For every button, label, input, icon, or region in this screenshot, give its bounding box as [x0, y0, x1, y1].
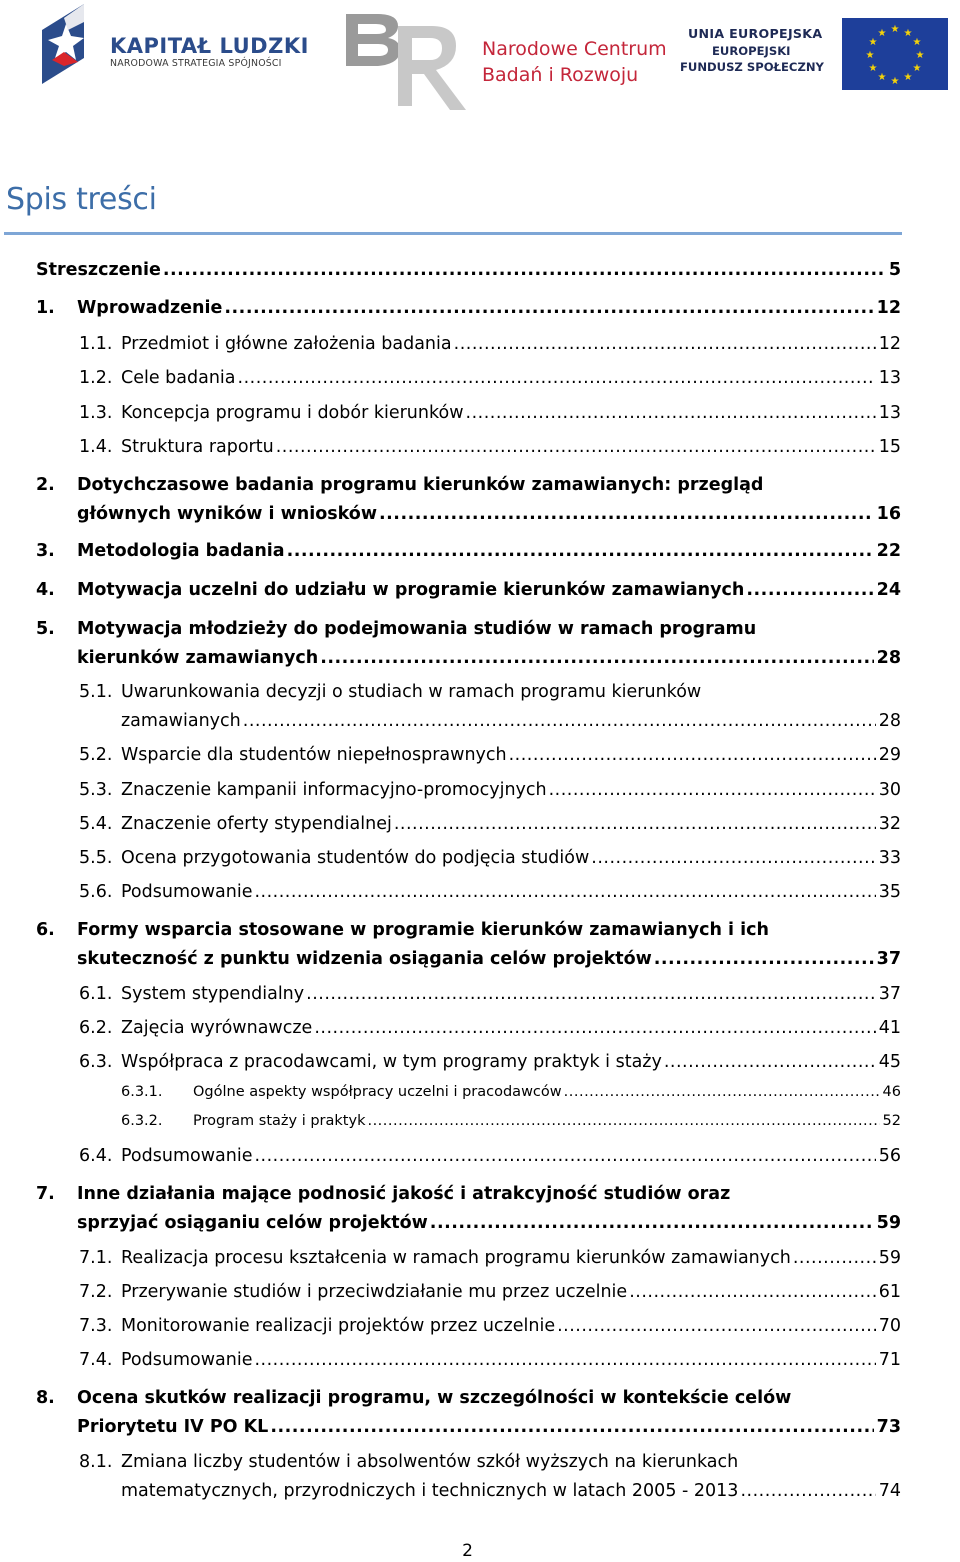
- toc-entry-title: Znaczenie kampanii informacyjno-promocyjnych: [121, 780, 547, 800]
- toc-entry-title: Realizacja procesu kształcenia w ramach programu kierunków zamawianych: [121, 1248, 791, 1268]
- toc-entry-number: 6.3.: [79, 1052, 113, 1072]
- toc-entry-page: 73: [876, 1417, 901, 1437]
- toc-heading-underline: [4, 232, 902, 235]
- toc-entry-title-first-line: Dotychczasowe badania programu kierunków zamawianych: przegląd: [77, 475, 764, 495]
- toc-leader-dots: [466, 403, 876, 423]
- toc-entry-page: 12: [876, 298, 901, 318]
- eu-logo-line2: EUROPEJSKI: [712, 44, 791, 58]
- toc-leader-dots: [367, 1113, 879, 1129]
- toc-leader-dots: [793, 1248, 876, 1268]
- eu-logo-line1: UNIA EUROPEJSKA: [688, 26, 823, 41]
- toc-entry-page: 59: [876, 1213, 901, 1233]
- toc-entry-title: Ogólne aspekty współpracy uczelni i pracodawców: [193, 1084, 562, 1100]
- toc-entry-page: 33: [878, 848, 901, 868]
- toc-leader-dots: [238, 368, 876, 388]
- toc-leader-dots: [306, 984, 876, 1004]
- toc-leader-dots: [557, 1316, 876, 1336]
- toc-entry-page: 61: [878, 1282, 901, 1302]
- toc-leader-dots: [509, 745, 876, 765]
- toc-entry-number: 1.: [36, 298, 55, 318]
- toc-entry-title: Wprowadzenie: [77, 298, 223, 318]
- toc-entry-number: 3.: [36, 541, 55, 561]
- toc-entry-number: 7.2.: [79, 1282, 113, 1302]
- toc-entry-title: Współpraca z pracodawcami, w tym programy praktyk i staży: [121, 1052, 662, 1072]
- toc-entry-title: kierunków zamawianych: [77, 648, 319, 668]
- toc-entry-title: Podsumowanie: [121, 1350, 253, 1370]
- toc-entry-title: Koncepcja programu i dobór kierunków: [121, 403, 464, 423]
- ncbr-logo: [338, 6, 667, 116]
- svg-text:★: ★: [877, 28, 887, 39]
- toc-entry-title: System stypendialny: [121, 984, 305, 1004]
- toc-entry-number: 8.1.: [79, 1452, 113, 1472]
- toc-entry-page: 5: [888, 260, 901, 280]
- toc-entry-title: Znaczenie oferty stypendialnej: [121, 814, 392, 834]
- toc-entry-number: 6.: [36, 920, 55, 940]
- toc-entry-page: 30: [878, 780, 901, 800]
- toc-entry-title: Zajęcia wyrównawcze: [121, 1018, 313, 1038]
- toc-entry-title: głównych wyników i wniosków: [77, 504, 377, 524]
- svg-text:★: ★: [877, 72, 887, 83]
- toc-leader-dots: [454, 334, 876, 354]
- svg-text:★: ★: [915, 50, 925, 61]
- toc-entry-page: 71: [878, 1350, 901, 1370]
- eu-efs-logo: [676, 12, 956, 92]
- toc-entry-title: Przedmiot i główne założenia badania: [121, 334, 452, 354]
- toc-leader-dots: [394, 814, 876, 834]
- toc-entry-title: Cele badania: [121, 368, 236, 388]
- toc-entry-title-first-line: Uwarunkowania decyzji o studiach w ramach programu kierunków: [121, 682, 702, 702]
- svg-text:★: ★: [868, 63, 878, 74]
- svg-text:★: ★: [912, 37, 922, 48]
- toc-leader-dots: [654, 949, 874, 969]
- svg-text:★: ★: [903, 28, 913, 39]
- svg-text:★: ★: [890, 76, 900, 87]
- toc-entry-number: 6.3.2.: [121, 1113, 163, 1129]
- toc-entry-title-first-line: Ocena skutków realizacji programu, w szczególności w kontekście celów: [77, 1388, 792, 1408]
- toc-leader-dots: [379, 504, 874, 524]
- toc-entry-number: 7.1.: [79, 1248, 113, 1268]
- toc-leader-dots: [740, 1481, 875, 1501]
- toc-entry-page: 70: [878, 1316, 901, 1336]
- toc-leader-dots: [276, 437, 876, 457]
- toc-entry-number: 6.2.: [79, 1018, 113, 1038]
- toc-leader-dots: [664, 1052, 876, 1072]
- eu-logo-line3: FUNDUSZ SPOŁECZNY: [680, 60, 824, 74]
- toc-entry-page: 37: [876, 949, 901, 969]
- svg-text:★: ★: [865, 50, 875, 61]
- toc-leader-dots: [243, 711, 876, 731]
- toc-entry-title: sprzyjać osiąganiu celów projektów: [77, 1213, 428, 1233]
- toc-entry-title: Streszczenie: [36, 260, 161, 280]
- toc-entry-title: Podsumowanie: [121, 882, 253, 902]
- toc-entry-page: 28: [878, 711, 901, 731]
- toc-entry-page: 13: [878, 368, 901, 388]
- toc-entry-number: 2.: [36, 475, 55, 495]
- toc-entry-title: Ocena przygotowania studentów do podjęcia studiów: [121, 848, 590, 868]
- toc-leader-dots: [320, 648, 873, 668]
- toc-entry-title: matematycznych, przyrodniczych i technicznych w latach 2005 - 2013: [121, 1481, 739, 1501]
- toc-entry-title-first-line: Inne działania mające podnosić jakość i atrakcyjność studiów oraz: [77, 1184, 731, 1204]
- svg-text:★: ★: [912, 63, 922, 74]
- toc-entry-number: 1.3.: [79, 403, 113, 423]
- toc-entry-page: 16: [876, 504, 901, 524]
- kapital-ludzki-subtitle: NARODOWA STRATEGIA SPÓJNOŚCI: [110, 58, 282, 69]
- toc-entry-page: 46: [882, 1084, 901, 1100]
- toc-leader-dots: [591, 848, 875, 868]
- toc-entry-title: Program staży i praktyk: [193, 1113, 366, 1129]
- toc-entry-number: 5.4.: [79, 814, 113, 834]
- kapital-ludzki-emblem-icon: [38, 0, 108, 92]
- toc-entry-title: Podsumowanie: [121, 1146, 253, 1166]
- toc-entry-number: 5.5.: [79, 848, 113, 868]
- toc-entry-page: 22: [876, 541, 901, 561]
- svg-text:★: ★: [868, 37, 878, 48]
- ncbr-br-monogram-icon: [338, 6, 478, 116]
- toc-leader-dots: [270, 1417, 873, 1437]
- toc-entry-title: Motywacja uczelni do udziału w programie kierunków zamawianych: [77, 580, 745, 600]
- toc-entry-page: 28: [876, 648, 901, 668]
- toc-entry-number: 5.2.: [79, 745, 113, 765]
- toc-entry-number: 5.: [36, 619, 55, 639]
- toc-entry-number: 4.: [36, 580, 55, 600]
- toc-entry-page: 41: [878, 1018, 901, 1038]
- toc-entry-number: 5.3.: [79, 780, 113, 800]
- toc-leader-dots: [430, 1213, 874, 1233]
- ncbr-name-line1: Narodowe Centrum: [482, 38, 667, 60]
- toc-leader-dots: [254, 1146, 875, 1166]
- toc-entry-number: 8.: [36, 1388, 55, 1408]
- toc-entry-page: 56: [878, 1146, 901, 1166]
- toc-entry-title-first-line: Zmiana liczby studentów i absolwentów szkół wyższych na kierunkach: [121, 1452, 739, 1472]
- svg-text:★: ★: [890, 24, 900, 35]
- page-header: [0, 0, 960, 120]
- toc-entry-number: 7.3.: [79, 1316, 113, 1336]
- svg-text:★: ★: [903, 72, 913, 83]
- toc-entry-number: 5.6.: [79, 882, 113, 902]
- toc-entry-title-first-line: Formy wsparcia stosowane w programie kierunków zamawianych i ich: [77, 920, 769, 940]
- toc-leader-dots: [224, 298, 873, 318]
- kapital-ludzki-title: KAPITAŁ LUDZKI: [110, 34, 309, 58]
- toc-entry-page: 37: [878, 984, 901, 1004]
- toc-leader-dots: [746, 580, 873, 600]
- kapital-ludzki-logo: [38, 0, 318, 100]
- toc-entry-title: Priorytetu IV PO KL: [77, 1417, 269, 1437]
- ncbr-name-line2: Badań i Rozwoju: [482, 64, 639, 86]
- toc-entry-number: 6.4.: [79, 1146, 113, 1166]
- toc-entry-page: 29: [878, 745, 901, 765]
- toc-entry-number: 6.1.: [79, 984, 113, 1004]
- toc-entry-title: Metodologia badania: [77, 541, 285, 561]
- toc-leader-dots: [314, 1018, 875, 1038]
- toc-entry-number: 5.1.: [79, 682, 113, 702]
- toc-leader-dots: [549, 780, 876, 800]
- toc-entry-page: 59: [878, 1248, 901, 1268]
- eu-flag-icon: [842, 18, 948, 90]
- toc-entry-number: 1.2.: [79, 368, 113, 388]
- toc-entry-title: Struktura raportu: [121, 437, 274, 457]
- toc-entry-title-first-line: Motywacja młodzieży do podejmowania studiów w ramach programu: [77, 619, 757, 639]
- toc-entry-page: 13: [878, 403, 901, 423]
- toc-entry-page: 24: [876, 580, 901, 600]
- toc-leader-dots: [287, 541, 874, 561]
- toc-entry-title: zamawianych: [121, 711, 241, 731]
- toc-entry-title: skuteczność z punktu widzenia osiągania celów projektów: [77, 949, 652, 969]
- toc-entry-number: 1.1.: [79, 334, 113, 354]
- page-number: 2: [462, 1541, 473, 1561]
- toc-leader-dots: [629, 1282, 876, 1302]
- toc-entry-page: 32: [878, 814, 901, 834]
- toc-entry-page: 12: [878, 334, 901, 354]
- toc-entry-number: 7.: [36, 1184, 55, 1204]
- toc-entry-page: 45: [878, 1052, 901, 1072]
- toc-leader-dots: [254, 1350, 875, 1370]
- toc-heading: Spis treści: [6, 182, 157, 217]
- toc-entry-page: 74: [878, 1481, 901, 1501]
- toc-entry-title: Przerywanie studiów i przeciwdziałanie mu przez uczelnie: [121, 1282, 628, 1302]
- toc-leader-dots: [564, 1084, 880, 1100]
- toc-entry-title: Monitorowanie realizacji projektów przez uczelnie: [121, 1316, 556, 1336]
- toc-entry-title: Wsparcie dla studentów niepełnosprawnych: [121, 745, 507, 765]
- toc-entry-number: 6.3.1.: [121, 1084, 163, 1100]
- toc-entry-page: 35: [878, 882, 901, 902]
- toc-entry-number: 7.4.: [79, 1350, 113, 1370]
- toc-leader-dots: [163, 260, 886, 280]
- toc-entry-number: 1.4.: [79, 437, 113, 457]
- toc-entry-page: 52: [882, 1113, 901, 1129]
- toc-leader-dots: [254, 882, 875, 902]
- toc-entry-page: 15: [878, 437, 901, 457]
